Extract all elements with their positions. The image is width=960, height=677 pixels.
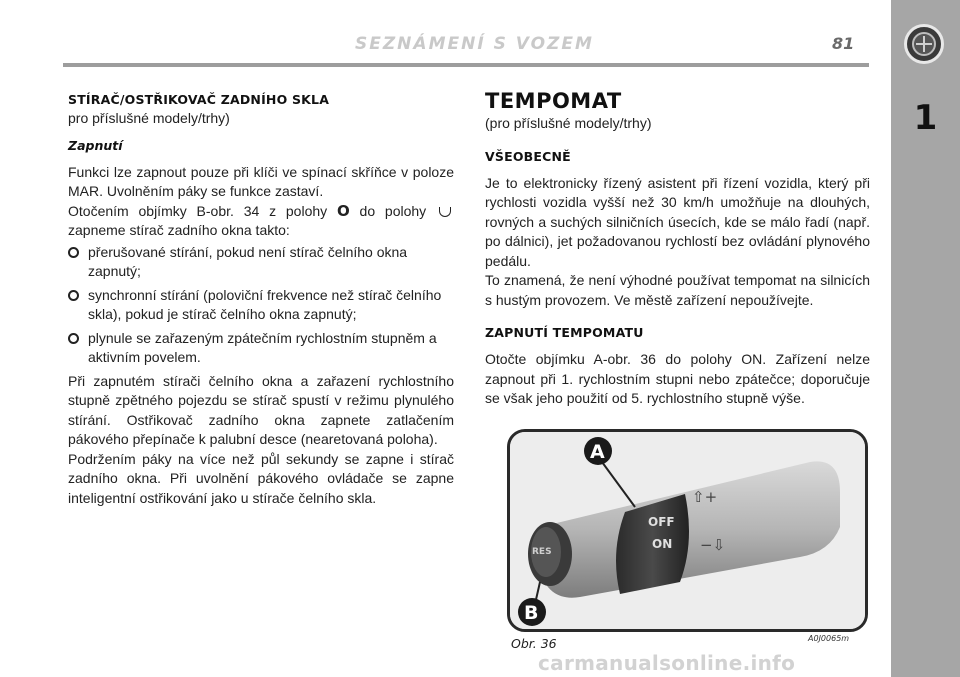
rear-wiper-heading: STÍRAČ/OSTŘIKOVAČ ZADNÍHO SKLA xyxy=(68,92,330,107)
figure-code: A0J0065m xyxy=(808,634,850,643)
position-o-symbol: O xyxy=(336,201,350,220)
wiper-mode-list xyxy=(68,243,454,368)
bullet-circle-icon xyxy=(68,247,79,258)
bullet-circle-icon xyxy=(68,290,79,301)
cruise-control-note: (pro příslušné modely/trhy) xyxy=(485,115,652,131)
rear-wiper-icon xyxy=(439,207,451,217)
paragraph: To znamená, že není výhodné používat tempomat na silnicích s hustým provozem. Ve městě zařízení nepoužívejte. xyxy=(485,272,870,308)
bullet-circle-icon xyxy=(68,333,79,344)
activation-subheading: Zapnutí xyxy=(68,137,123,153)
chapter-number: 1 xyxy=(913,98,938,138)
figure-caption: Obr. 36 xyxy=(511,636,557,651)
off-label: OFF xyxy=(648,515,675,529)
brand-emblem-icon xyxy=(904,24,944,64)
right-column xyxy=(485,88,870,409)
up-plus-arrow-icon: ⇧+ xyxy=(692,488,718,506)
paragraph: Funkci lze zapnout pouze při klíči ve spínací skříňce v poloze MAR. Uvolněním páky se funkce zastaví. xyxy=(68,163,454,199)
page-number: 81 xyxy=(832,34,855,53)
svg-text:B: B xyxy=(524,602,539,624)
list-item: plynule se zařazeným zpátečním rychlostním stupněm a aktivním povelem. xyxy=(68,329,454,368)
activation-heading: ZAPNUTÍ TEMPOMATU xyxy=(485,325,644,340)
paragraph: Při zapnutém stírači čelního okna a zařazení rychlostního stupně zpětného pojezdu se stírač spustí v režimu plynulého stírání. Ostřikovač zadního okna zapnete zatlačením pákového přepínače k palubní desce (nearetovaná poloha). xyxy=(68,372,454,447)
paragraph: Otočte objímku A-obr. 36 do polohy ON. Zařízení nelze zapnout při 1. rychlostním stupni nebo zpátečce; doporučuje se však jeho použití od 5. rychlostního stupně výše. xyxy=(485,351,870,406)
paragraph: Je to elektronicky řízený asistent při řízení vozidla, který při rychlosti vozidla vyšší než 30 km/h umožňuje na dlouhých, rovných a suchých silničních úsecích, kde se málo řadí (např. po dálnici), jet požadovanou rychlostí bez ovládání plynového pedálu. xyxy=(485,174,870,269)
svg-text:A: A xyxy=(590,441,605,463)
running-header-title: SEZNÁMENÍ S VOZEM xyxy=(355,34,594,54)
watermark: carmanualsonline.info xyxy=(538,651,796,675)
left-column xyxy=(68,91,454,508)
header-divider xyxy=(63,63,869,67)
rear-wiper-note: pro příslušné modely/trhy) xyxy=(68,110,230,126)
list-item: synchronní stírání (poloviční frekvence než stírač čelního skla), pokud je stírač čelního okna zapnutý; xyxy=(68,286,454,325)
list-item: přerušované stírání, pokud není stírač čelního okna zapnutý; xyxy=(68,243,454,282)
paragraph: Otočením objímky B-obr. 34 z polohy O do polohy zapneme stírač zadního okna takto: xyxy=(68,202,454,241)
paragraph: Podržením páky na více než půl sekundy se zapne i stírač zadního okna. Při uvolnění pákového ovládače se zapne inteligentní ostřikování jako u stírače čelního skla. xyxy=(68,450,454,506)
down-minus-arrow-icon: −⇩ xyxy=(700,536,726,554)
res-label: RES xyxy=(532,547,552,557)
cruise-control-stalk-illustration xyxy=(510,432,865,629)
on-label: ON xyxy=(652,537,673,551)
cruise-control-title: TEMPOMAT xyxy=(485,89,622,113)
general-heading: VŠEOBECNĚ xyxy=(485,148,571,164)
stalk-figure xyxy=(507,429,868,632)
